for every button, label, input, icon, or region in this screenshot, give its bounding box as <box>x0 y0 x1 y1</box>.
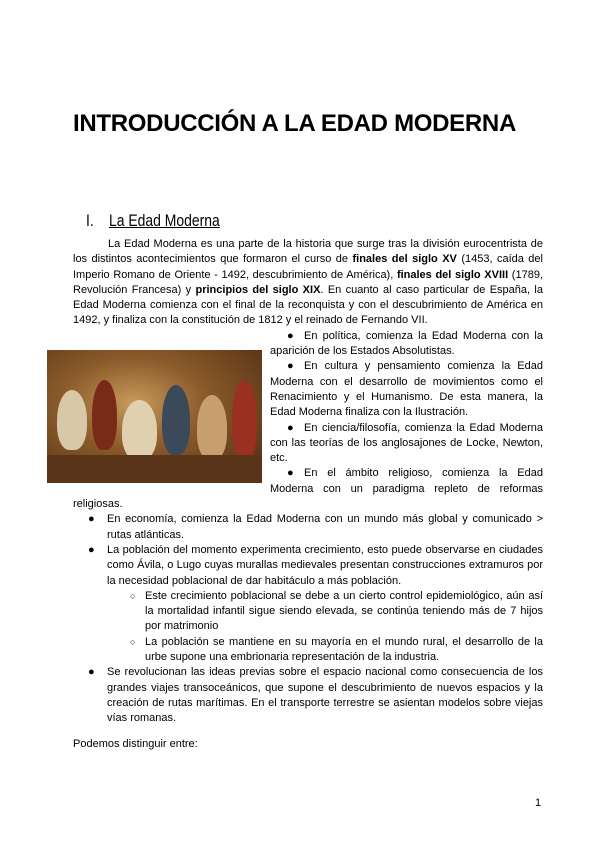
sub-list-item <box>73 635 543 666</box>
intro-bold: principios del siglo XIX <box>195 283 321 296</box>
bullet-marker: ● <box>287 360 294 373</box>
sub-list-item <box>73 589 543 635</box>
sub-list-item-text: Este crecimiento poblacional se debe a un cierto control epidemiológico, aún así la mortalidad infantil sigue siendo elevada, se continúa teniendo más de 7 hijos por matrimonio <box>145 589 543 633</box>
sub-bullet-list <box>73 589 543 665</box>
intro-bold: finales del siglo XV <box>352 253 457 266</box>
bullet-text: En el ámbito religioso, comienza la Edad Moderna con un paradigma repleto de reformas religiosas. <box>73 467 543 511</box>
closing-text: Podemos distinguir entre: <box>73 738 198 750</box>
list-item-text: Se revolucionan las ideas previas sobre el espacio nacional como consecuencia de los grandes viajes transoceánicos, que supone el descubrimiento de nuevos espacios y la creación de rutas marítimas. En el transporte terrestre se asientan modelos sobre viejas vías romanas. <box>107 666 543 725</box>
sub-bullet-marker: ○ <box>130 590 136 601</box>
intro-text: La Edad Moderna es una parte de la historia que surge tras la división eurocentrista de los distintos acontecimientos que formaron el curso de <box>73 238 543 266</box>
intro-text: . En cuanto al caso particular de España, la Edad Moderna comienza con el final de la reconquista y con el descubrimiento de América en 1492, y finaliza con la constitución de 1812 y el reinado de Fernando VII. <box>73 283 543 327</box>
intro-text: (1453, caída del Imperio Romano de Oriente - 1492, descubrimiento de América), <box>73 253 543 281</box>
section-title: La Edad Moderna <box>108 211 220 230</box>
bullet-marker: ● <box>287 467 294 480</box>
intro-bold: finales del siglo XVIII <box>396 268 509 281</box>
bullet-text: En ciencia/filosofía, comienza la Edad Moderna con las teorías de los anglosajones de Locke, Newton, etc. <box>270 421 543 465</box>
bullet-list <box>73 512 543 588</box>
section-heading <box>86 211 220 231</box>
list-item <box>73 665 543 726</box>
bullet-marker: ● <box>287 329 294 342</box>
page-number: 1 <box>535 797 542 809</box>
bullet-list <box>73 665 543 726</box>
list-item <box>73 543 543 589</box>
historical-painting-image <box>47 350 262 483</box>
list-item-text: En economía, comienza la Edad Moderna con un mundo más global y comunicado > rutas atlánticas. <box>107 513 543 541</box>
list-item-text: La población del momento experimenta crecimiento, esto puede observarse en ciudades como Ávila, o Lugo cuyas murallas medievales presentan construcciones extramuros por la necesidad poblacional de dar habitáculo a más población. <box>107 543 543 587</box>
list-item <box>73 512 543 543</box>
sub-bullet-marker: ○ <box>130 636 136 647</box>
intro-text: (1789, Revolución Francesa) y <box>73 268 544 296</box>
section-number: I. <box>86 211 94 230</box>
bullet-marker: ● <box>88 543 95 556</box>
bullet-marker: ● <box>88 666 95 679</box>
document-body <box>73 237 543 727</box>
bullet-text: En política, comienza la Edad Moderna con la aparición de los Estados Absolutistas. <box>270 329 543 358</box>
bullet-text: En cultura y pensamiento comienza la Edad Moderna con el desarrollo de movimientos como el Renacimiento y el Humanismo. De esta manera, la Edad Moderna finaliza con la Ilustración. <box>270 360 543 419</box>
page-title: INTRODUCCIÓN A LA EDAD MODERNA <box>73 110 516 137</box>
intro-paragraph <box>73 237 543 329</box>
bullet-marker: ● <box>287 421 294 434</box>
bullet-marker: ● <box>88 513 95 526</box>
sub-list-item-text: La población se mantiene en su mayoría en el mundo rural, el desarrollo de la urbe supone una embrionaria representación de la industria. <box>145 635 543 664</box>
